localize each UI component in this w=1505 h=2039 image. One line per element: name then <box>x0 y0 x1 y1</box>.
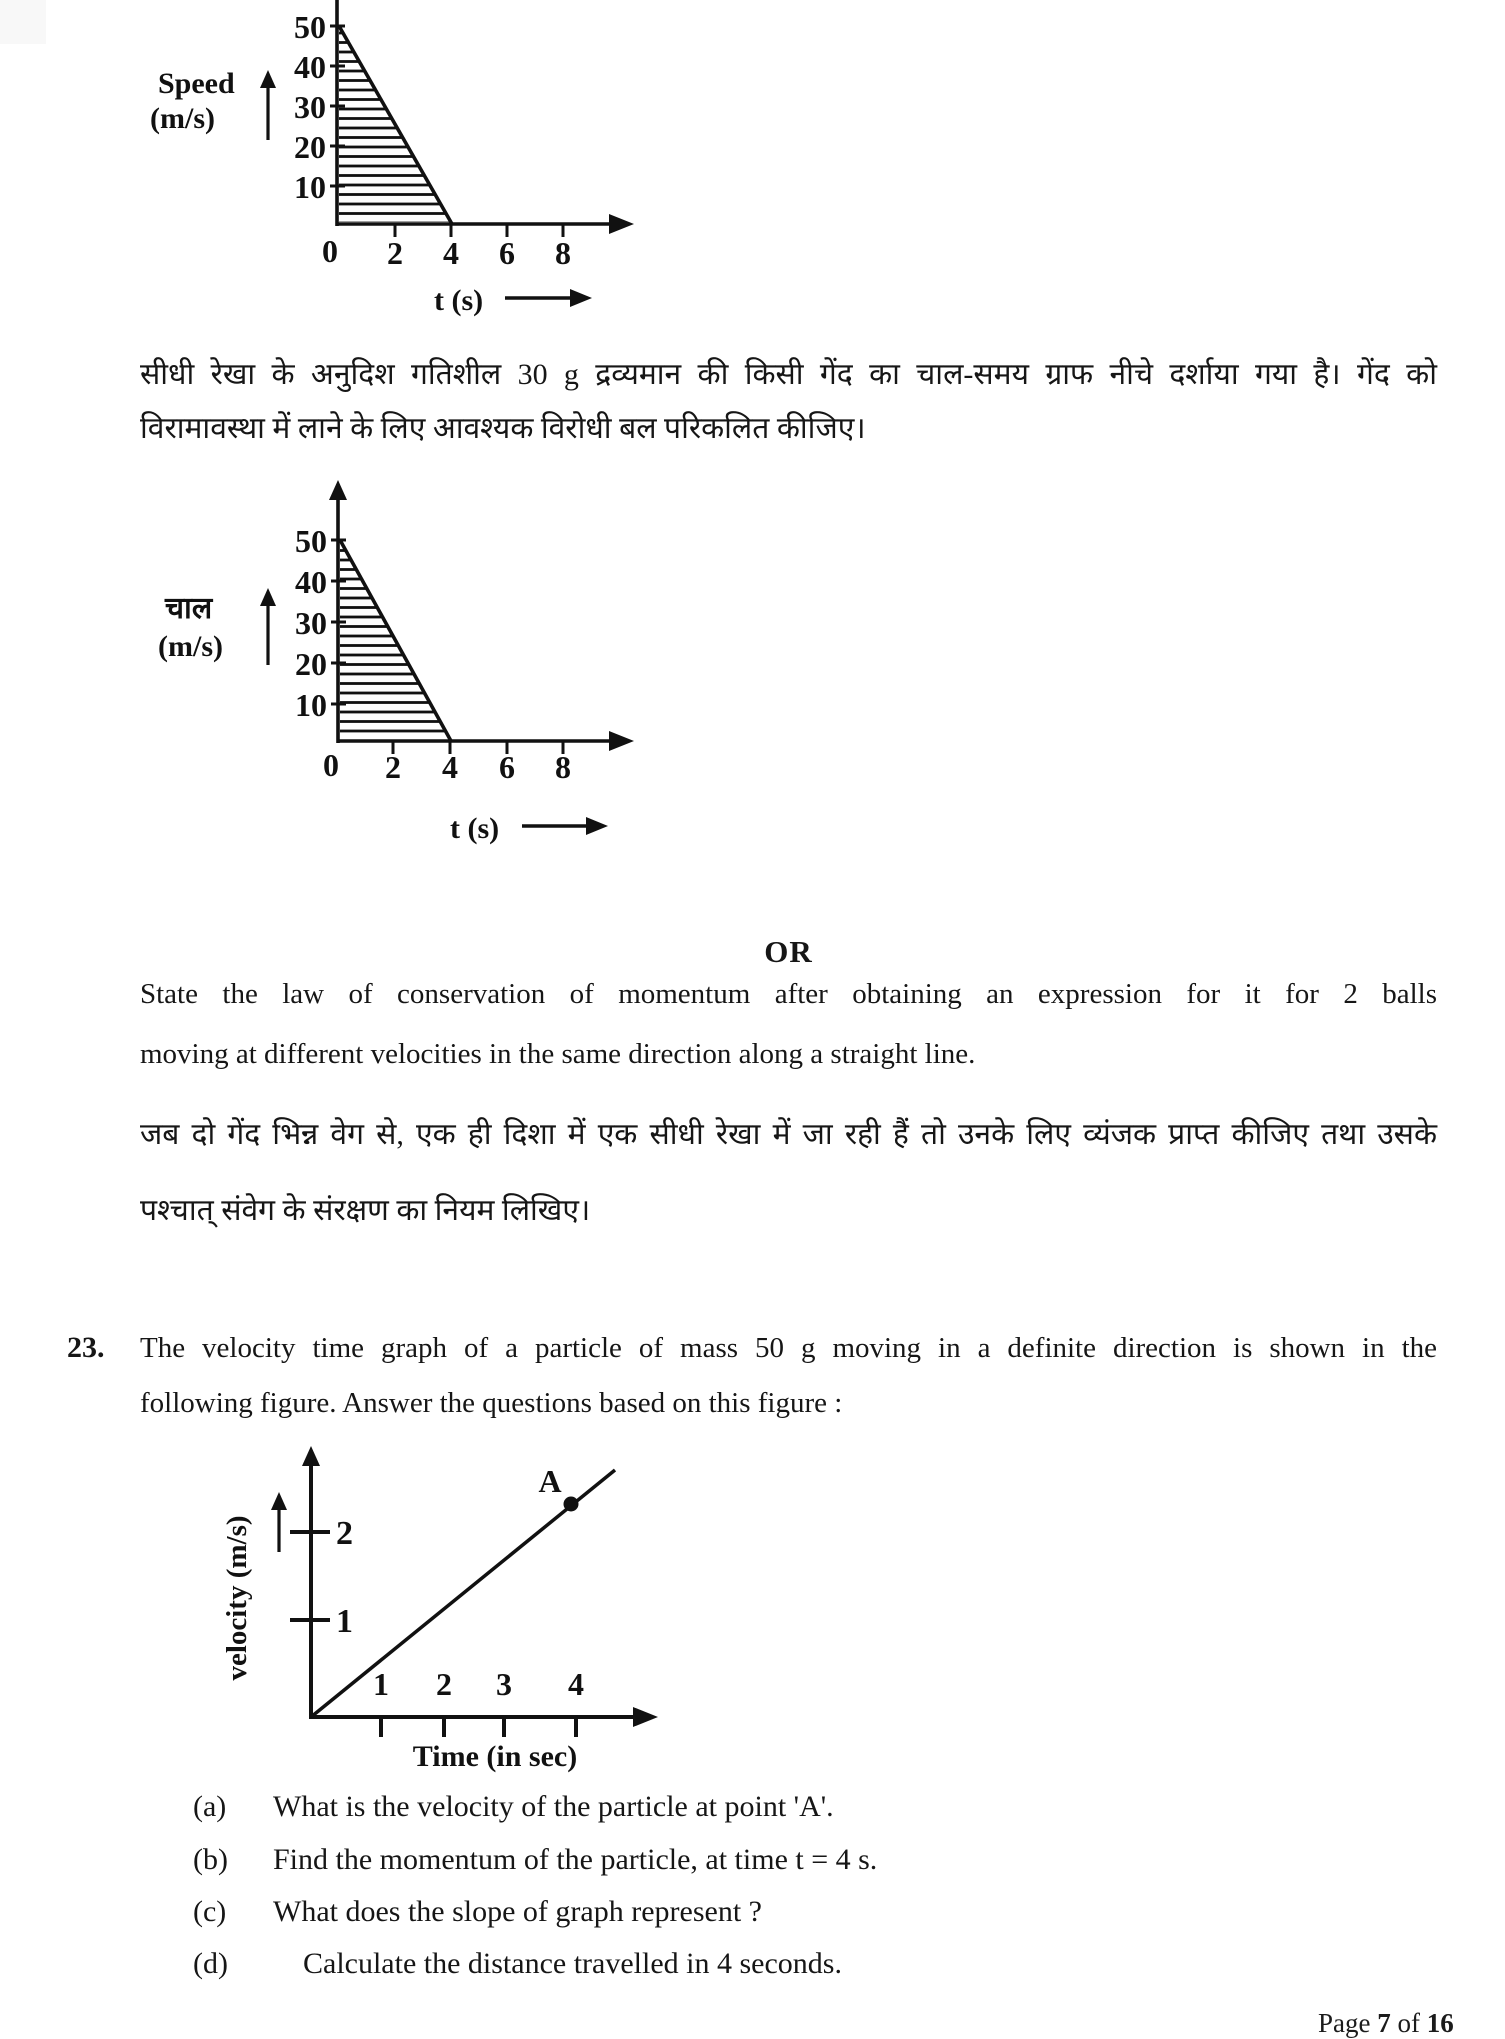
page-footer <box>1318 2008 1454 2039</box>
x-tick-labels <box>323 747 571 785</box>
or-separator: OR <box>764 934 813 969</box>
footer-prefix: Page <box>1318 2008 1371 2038</box>
sub-question-d <box>193 1947 842 1981</box>
x-tick-label: 6 <box>499 749 515 785</box>
sub-question-label: (d) <box>193 1947 228 1980</box>
y-tick-label: 40 <box>294 49 326 85</box>
y-tick-label: 30 <box>295 605 327 641</box>
up-arrow-head-icon <box>260 70 276 88</box>
point-a-marker <box>564 1497 579 1512</box>
figure-speed-time-hindi <box>0 470 700 860</box>
y-tick-labels <box>294 9 326 205</box>
y-tick-label: 40 <box>295 564 327 600</box>
sub-question-text: Find the momentum of the particle, at time t = 4 s. <box>273 1843 878 1876</box>
english-alt-line-1: State the law of conservation of momentum after obtaining an expression for it for 2 balls <box>140 978 1437 1010</box>
sub-question-c <box>193 1895 762 1929</box>
footer-page-number: 7 <box>1377 2008 1391 2038</box>
y-axis-label: velocity (m/s) <box>221 1515 253 1681</box>
sub-question-a <box>193 1790 834 1824</box>
x-tick-label: 0 <box>322 233 338 269</box>
y-axis-arrow-icon <box>329 480 347 500</box>
y-tick-label: 2 <box>336 1515 353 1552</box>
footer-total-pages: 16 <box>1426 2008 1454 2038</box>
sub-question-text: What does the slope of graph represent ? <box>273 1895 762 1928</box>
x-tick-label: 4 <box>568 1666 584 1702</box>
y-axis-label-line2: (m/s) <box>158 630 223 663</box>
x-tick-labels <box>322 233 571 271</box>
right-arrow-head-icon <box>570 289 592 307</box>
y-tick-label: 50 <box>294 9 326 45</box>
x-tick-label: 8 <box>555 749 571 785</box>
y-tick-label: 30 <box>294 89 326 125</box>
up-arrow-head-icon <box>271 1492 287 1510</box>
question23-line-2: following figure. Answer the questions based on this figure : <box>140 1387 843 1419</box>
point-a-label: A <box>538 1463 562 1499</box>
sub-question-text: Calculate the distance travelled in 4 seconds. <box>303 1947 842 1980</box>
x-tick-label: 0 <box>323 747 339 783</box>
hindi-question-line-2: विरामावस्था में लाने के लिए आवश्यक विरोधी बल परिकलित कीजिए। <box>140 412 866 445</box>
up-arrow-head-icon <box>260 588 276 606</box>
x-axis-label: Time (in sec) <box>412 1740 578 1773</box>
x-tick-label: 1 <box>373 1666 389 1702</box>
x-tick-marks <box>381 1717 576 1737</box>
x-axis-label: t (s) <box>434 284 484 317</box>
x-tick-label: 3 <box>496 1666 512 1702</box>
sub-question-text: What is the velocity of the particle at point 'A'. <box>273 1790 834 1823</box>
y-axis-arrow-icon <box>302 1446 320 1466</box>
sub-question-label: (b) <box>193 1843 228 1876</box>
x-axis-arrow-icon <box>609 731 634 751</box>
question-number: 23. <box>67 1331 105 1364</box>
x-tick-label: 2 <box>436 1666 452 1702</box>
x-tick-marks <box>395 224 563 237</box>
x-tick-marks <box>393 741 563 754</box>
x-axis-arrow-icon <box>609 214 634 234</box>
hindi-question-line-1: सीधी रेखा के अनुदिश गतिशील 30 g द्रव्यमान की किसी गेंद का चाल-समय ग्राफ नीचे दर्शाया गया है। गेंद को <box>140 358 1437 391</box>
sub-question-label: (a) <box>193 1790 227 1823</box>
y-tick-label: 10 <box>295 687 327 723</box>
x-tick-label: 2 <box>387 235 403 271</box>
y-tick-label: 10 <box>294 169 326 205</box>
y-tick-label: 20 <box>294 129 326 165</box>
y-tick-label: 1 <box>336 1603 353 1640</box>
y-tick-labels <box>295 523 327 723</box>
figure-velocity-time <box>130 1440 690 1780</box>
right-arrow-head-icon <box>586 817 608 835</box>
x-tick-label: 6 <box>499 235 515 271</box>
x-tick-label: 8 <box>555 235 571 271</box>
x-axis-arrow-icon <box>633 1707 658 1727</box>
x-tick-label: 4 <box>442 749 458 785</box>
hindi-alt-line-1: जब दो गेंद भिन्न वेग से, एक ही दिशा में एक सीधी रेखा में जा रही हैं तो उनके लिए व्यंजक प्राप्त कीजिए तथा उसके <box>140 1118 1437 1151</box>
sub-question-label: (c) <box>193 1895 227 1928</box>
y-axis-label-line2: (m/s) <box>150 102 215 135</box>
english-alt-line-2: moving at different velocities in the same direction along a straight line. <box>140 1038 976 1070</box>
figure-speed-time-english <box>0 0 700 330</box>
x-tick-labels <box>373 1666 584 1702</box>
x-tick-label: 2 <box>385 749 401 785</box>
footer-of: of <box>1397 2008 1420 2038</box>
x-tick-label: 4 <box>443 235 459 271</box>
hindi-alt-line-2: पश्चात् संवेग के संरक्षण का नियम लिखिए। <box>140 1194 591 1227</box>
y-tick-label: 20 <box>295 646 327 682</box>
y-tick-label: 50 <box>295 523 327 559</box>
sub-question-b <box>193 1843 877 1877</box>
x-axis-label: t (s) <box>450 812 500 845</box>
y-axis-label-line1: Speed <box>158 67 235 100</box>
question23-line-1: The velocity time graph of a particle of mass 50 g moving in a definite direction is shown in the <box>140 1332 1437 1364</box>
y-axis-label-line1: चाल <box>165 592 213 625</box>
